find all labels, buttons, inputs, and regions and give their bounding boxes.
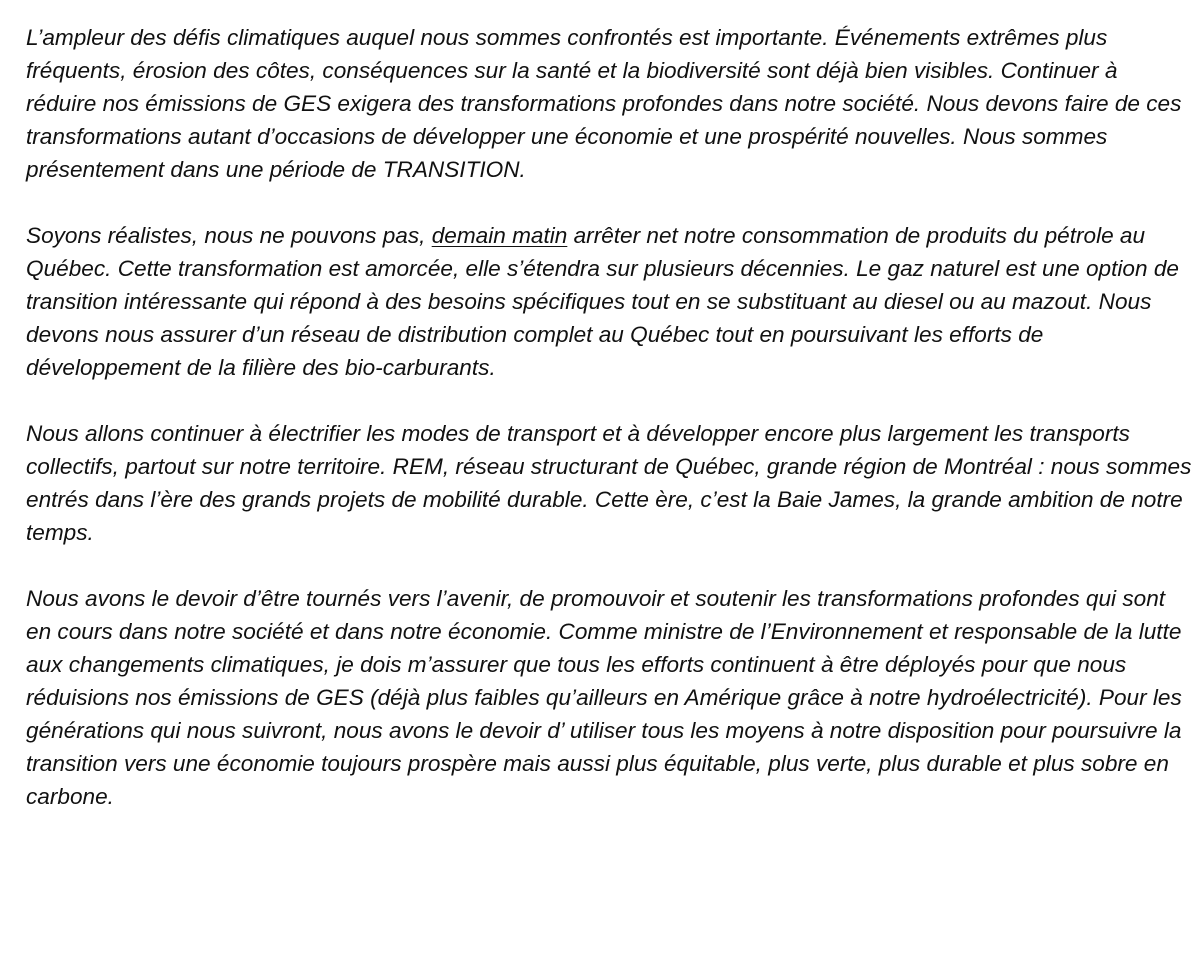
paragraph-duty-to-future: Nous avons le devoir d’être tournés vers l’avenir, de promouvoir et soutenir les transformations profondes qui sont en cours dans notre société et dans notre économie. Comme ministre de l’Environnement et responsable de la lutte aux changements climatiques, je dois m’assurer que tous les efforts continuent à être déployés pour que nous réduisions nos émissions de GES (déjà plus faibles qu’ailleurs en Amérique grâce à notre hydroélectricité). Pour les générations qui nous suivront, nous avons le devoir d’ utiliser tous les moyens à notre disposition pour poursuivre la transition vers une économie toujours prospère mais aussi plus équitable, plus verte, plus durable et plus sobre en carbone. (26, 586, 1182, 809)
paragraph-transport-electrification: Nous allons continuer à électrifier les modes de transport et à développer encore plus largement les transports collectifs, partout sur notre territoire. REM, réseau structurant de Québec, grande région de Montréal : nous sommes entrés dans l’ère des grands projets de mobilité durable. Cette ère, c’est la Baie James, la grande ambition de notre temps. (26, 421, 1192, 545)
paragraph-climate-challenges: L’ampleur des défis climatiques auquel nous sommes confrontés est importante. Événements extrêmes plus fréquents, érosion des côtes, conséquences sur la santé et la biodiversité sont déjà bien visibles. Continuer à réduire nos émissions de GES exigera des transformations profondes dans notre société. Nous devons faire de ces transformations autant d’occasions de développer une économie et une prospérité nouvelles. Nous sommes présentement dans une période de TRANSITION. (26, 25, 1182, 182)
paragraph-natural-gas-transition (26, 219, 1192, 384)
paragraph-text-after-underline: arrêter net notre consommation de produits du pétrole au Québec. Cette transformation est amorcée, elle s’étendra sur plusieurs décennies. Le gaz naturel est une option de transition intéressante qui répond à des besoins spécifiques tout en se substituant au diesel ou au mazout. Nous devons nous assurer d’un réseau de distribution complet au Québec tout en poursuivant les efforts de développement de la filière des bio-carburants. (26, 223, 1179, 380)
paragraph-text-before-underline: Soyons réalistes, nous ne pouvons pas, (26, 223, 432, 248)
underlined-phrase: demain matin (431, 223, 568, 248)
document-body (26, 21, 1192, 813)
